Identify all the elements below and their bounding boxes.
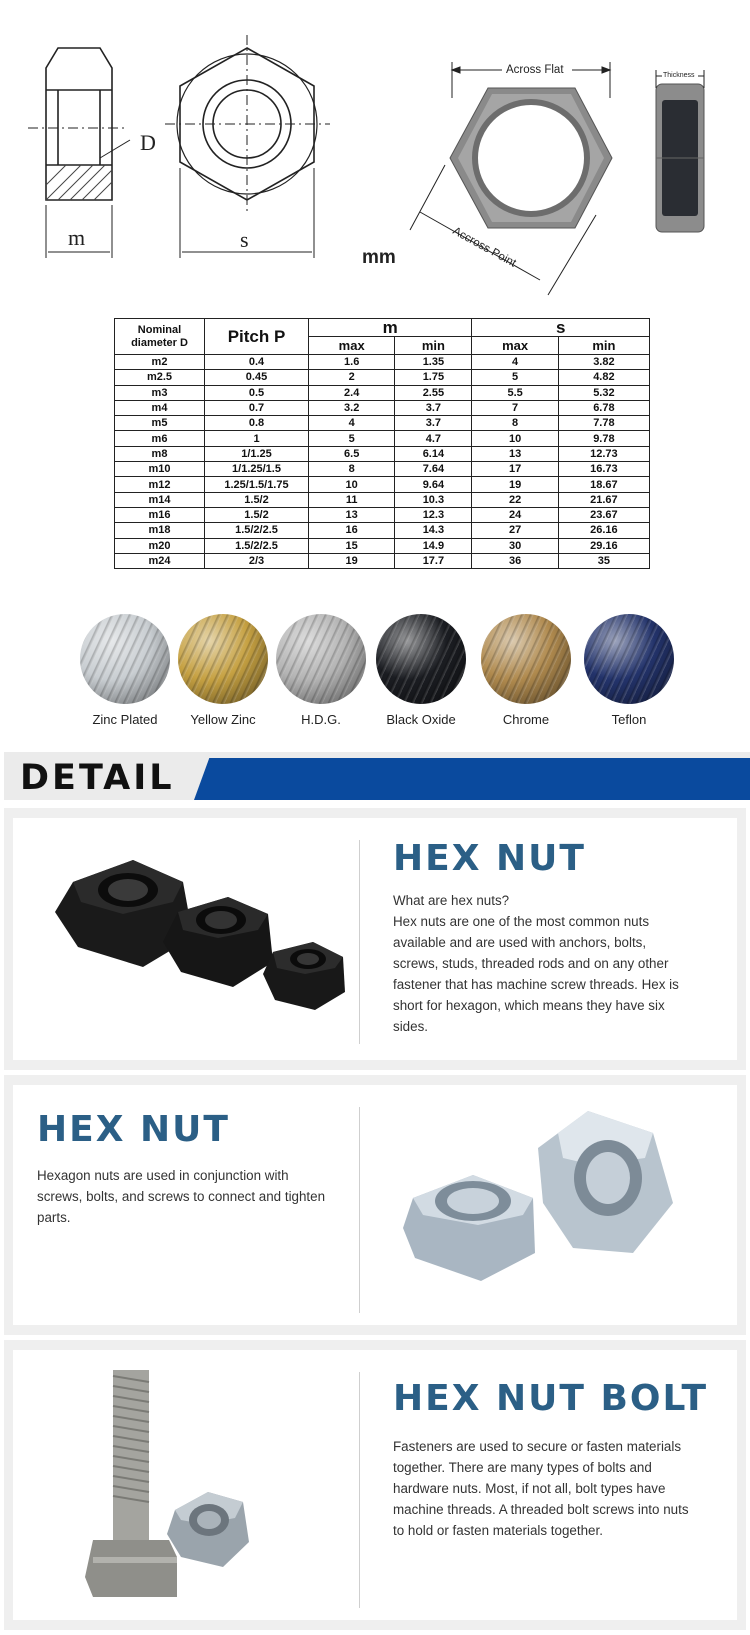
cell-nominal: m6 (115, 431, 205, 446)
cell-m-min: 2.55 (395, 385, 472, 400)
cell-pitch: 0.7 (205, 400, 309, 415)
cell-pitch: 1.25/1.5/1.75 (205, 477, 309, 492)
finish-options (70, 614, 690, 736)
thickness-label: Thickness (663, 72, 695, 79)
table-row (115, 431, 650, 446)
finish-yellow-zinc (168, 614, 278, 727)
table-row (115, 446, 650, 461)
dim-d-label: D (140, 130, 156, 155)
cell-nominal: m24 (115, 553, 205, 568)
thickness-view-photo (656, 84, 704, 232)
table-body (115, 355, 650, 569)
cell-m-min: 3.7 (395, 416, 472, 431)
cell-m-min: 1.35 (395, 355, 472, 370)
cell-m-min: 6.14 (395, 446, 472, 461)
finish-zinc-plated (70, 614, 180, 727)
section-card (13, 1350, 737, 1620)
section-title: HEX NUT (393, 838, 586, 879)
cell-pitch: 1.5/2 (205, 507, 309, 522)
section-description: Fasteners are used to secure or fasten materials together. There are many types of bolts and hardware nuts. Most, if not all, bolt types have machine threads. A threaded bolt screws into nuts to hold or fasten materials together. (393, 1439, 689, 1538)
finish-label: Yellow Zinc (190, 712, 256, 727)
cell-s-min: 26.16 (558, 523, 649, 538)
cell-nominal: m8 (115, 446, 205, 461)
section-question: What are hex nuts? (393, 893, 510, 908)
section-divider (359, 1107, 360, 1313)
cell-s-min: 6.78 (558, 400, 649, 415)
dim-s-label: s (240, 227, 249, 252)
header-nominal-line1: Nominal (137, 323, 182, 336)
cell-nominal: m10 (115, 462, 205, 477)
cell-m-max: 13 (309, 507, 395, 522)
cell-m-max: 6.5 (309, 446, 395, 461)
cell-s-max: 27 (472, 523, 558, 538)
cell-m-min: 9.64 (395, 477, 472, 492)
table-row (115, 385, 650, 400)
cell-pitch: 0.45 (205, 370, 309, 385)
cell-s-max: 7 (472, 400, 558, 415)
table-row (115, 416, 650, 431)
finish-label: Teflon (611, 712, 647, 727)
finish-swatch (376, 614, 466, 704)
cell-m-min: 4.7 (395, 431, 472, 446)
cell-s-max: 13 (472, 446, 558, 461)
cell-s-max: 5 (472, 370, 558, 385)
header-m-min: min (395, 337, 472, 355)
cell-s-min: 21.67 (558, 492, 649, 507)
cell-s-max: 17 (472, 462, 558, 477)
cell-s-min: 4.82 (558, 370, 649, 385)
cell-s-max: 22 (472, 492, 558, 507)
across-point-label: Accross Point (450, 225, 518, 270)
table-row (115, 355, 650, 370)
table-row (115, 400, 650, 415)
cell-nominal: m16 (115, 507, 205, 522)
hatch-pattern (46, 165, 112, 200)
detail-banner (4, 752, 750, 800)
cell-s-min: 7.78 (558, 416, 649, 431)
across-flat-label: Across Flat (506, 64, 564, 76)
cell-s-max: 5.5 (472, 385, 558, 400)
section-description: Hexagon nuts are used in conjunction with screws, bolts, and screws to connect and tighten parts. (37, 1168, 326, 1225)
cell-m-min: 3.7 (395, 400, 472, 415)
jam-nut-photo (450, 88, 612, 228)
cell-nominal: m2.5 (115, 370, 205, 385)
cell-m-max: 4 (309, 416, 395, 431)
cell-pitch: 0.5 (205, 385, 309, 400)
finish-label: Chrome (502, 712, 550, 727)
cell-m-max: 2 (309, 370, 395, 385)
cell-s-min: 5.32 (558, 385, 649, 400)
cell-nominal: m18 (115, 523, 205, 538)
finish-swatch (481, 614, 571, 704)
finish-swatch (80, 614, 170, 704)
section-divider (359, 840, 360, 1044)
hex-nut-drawing (0, 0, 750, 310)
finish-black-oxide (366, 614, 476, 727)
banner-accent-fill (234, 758, 750, 800)
cell-nominal: m4 (115, 400, 205, 415)
cell-pitch: 1.5/2/2.5 (205, 538, 309, 553)
cell-m-max: 10 (309, 477, 395, 492)
cell-s-max: 8 (472, 416, 558, 431)
header-nominal-diameter (115, 319, 205, 355)
black-hex-nuts-image (33, 842, 363, 1022)
cell-pitch: 1.5/2/2.5 (205, 523, 309, 538)
cell-s-min: 35 (558, 553, 649, 568)
finish-teflon (574, 614, 684, 727)
table-row (115, 538, 650, 553)
header-pitch: Pitch P (205, 319, 309, 355)
cell-pitch: 1.5/2 (205, 492, 309, 507)
cell-s-min: 16.73 (558, 462, 649, 477)
finish-label: H.D.G. (301, 712, 341, 727)
section-answer: Hex nuts are one of the most common nuts available and are used with anchors, bolts, screws, studs, threaded rods and on any other fastener that has machine screw threads. Hex is short for hexagon, which means they have six sides. (393, 914, 679, 1034)
cell-s-max: 10 (472, 431, 558, 446)
finish-swatch (178, 614, 268, 704)
finish-label: Zinc Plated (92, 712, 158, 727)
cell-s-max: 24 (472, 507, 558, 522)
cell-pitch: 1/1.25/1.5 (205, 462, 309, 477)
bolt-and-nut-image (63, 1362, 323, 1612)
cell-nominal: m14 (115, 492, 205, 507)
cell-s-min: 23.67 (558, 507, 649, 522)
header-m: m (309, 319, 472, 337)
cell-m-min: 12.3 (395, 507, 472, 522)
table-row (115, 507, 650, 522)
cell-nominal: m12 (115, 477, 205, 492)
front-view-drawing (165, 35, 330, 258)
section-card (13, 818, 737, 1060)
cell-m-max: 1.6 (309, 355, 395, 370)
cell-m-min: 10.3 (395, 492, 472, 507)
detail-title: DETAIL (20, 758, 175, 798)
table-row (115, 462, 650, 477)
cell-m-max: 8 (309, 462, 395, 477)
header-s: s (472, 319, 650, 337)
cell-m-min: 1.75 (395, 370, 472, 385)
cell-s-max: 36 (472, 553, 558, 568)
cell-nominal: m2 (115, 355, 205, 370)
finish-hdg (266, 614, 376, 727)
cell-pitch: 0.8 (205, 416, 309, 431)
finish-label: Black Oxide (386, 712, 456, 727)
cell-m-max: 3.2 (309, 400, 395, 415)
cell-nominal: m20 (115, 538, 205, 553)
cell-s-min: 12.73 (558, 446, 649, 461)
cell-s-max: 30 (472, 538, 558, 553)
section-description (393, 890, 689, 1037)
unit-label: mm (362, 247, 396, 268)
cell-m-max: 2.4 (309, 385, 395, 400)
finish-swatch (584, 614, 674, 704)
cell-m-min: 14.3 (395, 523, 472, 538)
cell-m-min: 14.9 (395, 538, 472, 553)
cell-m-min: 17.7 (395, 553, 472, 568)
cell-m-max: 19 (309, 553, 395, 568)
cell-s-min: 29.16 (558, 538, 649, 553)
cell-m-max: 11 (309, 492, 395, 507)
dimension-table (114, 318, 650, 569)
cell-pitch: 1 (205, 431, 309, 446)
detail-section-hex-nut-2 (4, 1075, 746, 1335)
section-title: HEX NUT BOLT (393, 1378, 709, 1419)
cell-m-max: 5 (309, 431, 395, 446)
dim-m-label: m (68, 225, 86, 250)
finish-chrome (471, 614, 581, 727)
cell-m-min: 7.64 (395, 462, 472, 477)
cell-s-max: 19 (472, 477, 558, 492)
cell-nominal: m3 (115, 385, 205, 400)
finish-swatch (276, 614, 366, 704)
section-card (13, 1085, 737, 1325)
cell-nominal: m5 (115, 416, 205, 431)
cell-m-max: 16 (309, 523, 395, 538)
detail-section-hex-nut (4, 808, 746, 1070)
cell-s-min: 9.78 (558, 431, 649, 446)
zinc-hex-nuts-image (383, 1103, 713, 1313)
table-row (115, 492, 650, 507)
header-m-max: max (309, 337, 395, 355)
detail-section-hex-nut-bolt (4, 1340, 746, 1630)
cell-pitch: 2/3 (205, 553, 309, 568)
section-divider (359, 1372, 360, 1608)
header-s-min: min (558, 337, 649, 355)
header-s-max: max (472, 337, 558, 355)
technical-drawing-area (0, 0, 750, 310)
cell-pitch: 0.4 (205, 355, 309, 370)
cell-s-max: 4 (472, 355, 558, 370)
table-row (115, 523, 650, 538)
table-row (115, 370, 650, 385)
cell-m-max: 15 (309, 538, 395, 553)
cell-s-min: 3.82 (558, 355, 649, 370)
cell-s-min: 18.67 (558, 477, 649, 492)
cell-pitch: 1/1.25 (205, 446, 309, 461)
section-title: HEX NUT (37, 1109, 230, 1150)
header-nominal-line2: diameter D (131, 336, 188, 349)
table-row (115, 477, 650, 492)
table-row (115, 553, 650, 568)
